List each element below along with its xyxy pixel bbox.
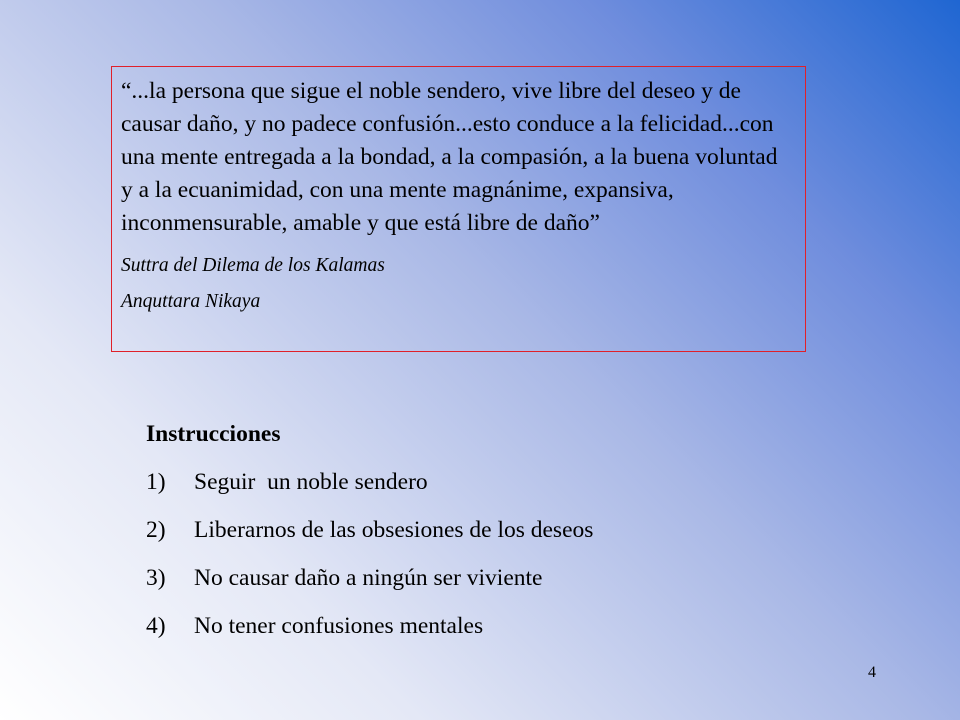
instructions-section	[146, 418, 593, 658]
page-number: 4	[868, 664, 876, 681]
quote-box	[111, 66, 806, 352]
list-item-text: Seguir un noble sendero	[194, 469, 428, 495]
list-item	[146, 610, 593, 658]
list-item-text: Liberarnos de las obsesiones de los deseos	[194, 517, 594, 543]
list-item-number: 4)	[146, 613, 166, 639]
instructions-list	[146, 466, 593, 658]
list-item	[146, 562, 593, 610]
quote-source-sutta: Suttra del Dilema de los Kalamas	[121, 255, 385, 276]
list-item	[146, 466, 593, 514]
list-item-text: No causar daño a ningún ser viviente	[194, 565, 543, 591]
list-item-number: 1)	[146, 469, 166, 495]
list-item	[146, 514, 593, 562]
quote-source-collection: Anquttara Nikaya	[121, 291, 261, 312]
quote-text: “...la persona que sigue el noble sendero, vive libre del deseo y de causar daño, y no padece confusión...esto conduce a la felicidad...con una mente entregada a la bondad, a la compasión, a la buena voluntad y a la ecuanimidad, con una mente magnánime, expansiva, inconmensurable, amable y que está libre de daño”	[121, 78, 778, 236]
list-item-number: 3)	[146, 565, 166, 591]
list-item-number: 2)	[146, 517, 166, 543]
list-item-text: No tener confusiones mentales	[194, 613, 484, 639]
instructions-title: Instrucciones	[146, 421, 281, 447]
